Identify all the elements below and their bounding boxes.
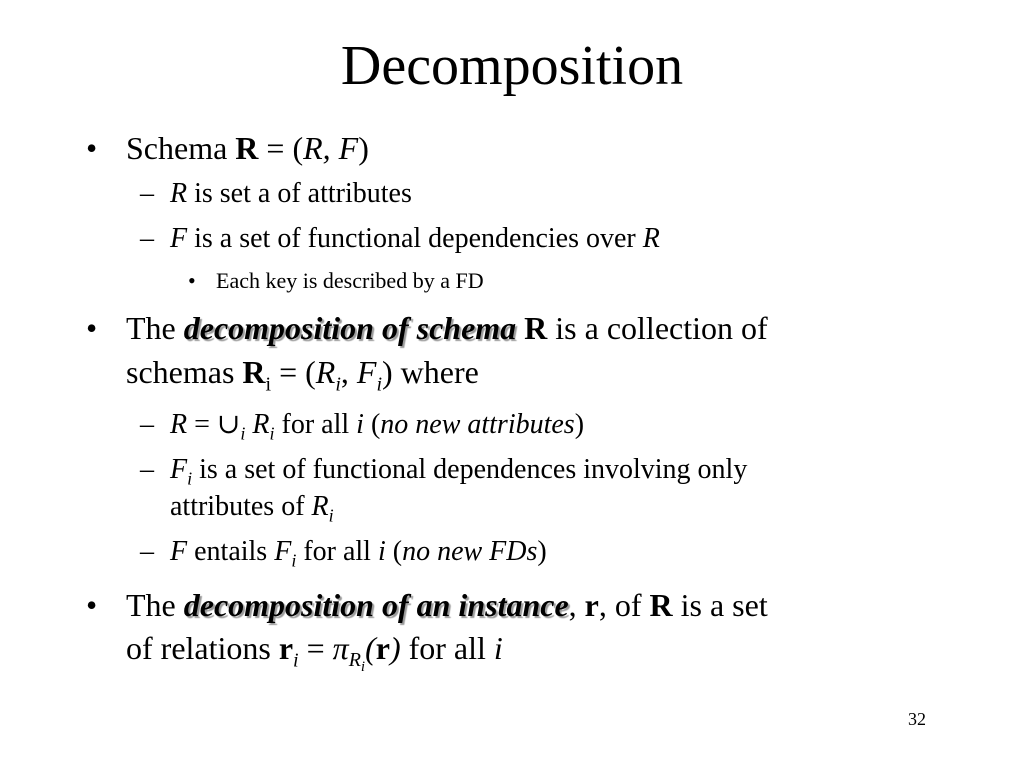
paren-note: no new attributes [380,409,575,440]
text: for all [296,536,378,567]
text: , of [598,587,650,623]
text: = ( [271,354,316,390]
bullet-decomposition-instance-line2 [126,628,503,687]
bullet-decomposition-schema [126,308,768,348]
text: entails [187,536,275,567]
text: The [126,310,184,346]
attr-R: R [170,409,188,440]
text: for all [400,630,494,666]
subscript: i [269,423,275,444]
fd-Fi: F [274,536,292,567]
emphasis-term: decomposition of schema [183,310,517,346]
paren-note: no new FDs [402,536,538,567]
text: ( [385,536,403,567]
text: of relations [126,630,279,666]
text: schemas [126,354,243,390]
subscript: R [348,649,361,672]
schema-R: R [524,310,548,346]
space [516,310,524,346]
instance-r: r [584,587,599,623]
sub-item-fi-dependences-line2 [170,490,334,533]
emphasis-term: decomposition of an instance [183,587,569,623]
index-i: i [377,536,386,567]
attr-R: R, [303,130,331,166]
fd-Fi: F [356,354,377,390]
text: is a set of functional dependences involving only [192,454,748,485]
dash-marker: – [140,178,154,209]
subscript: i [335,373,341,396]
subsub-item-key: Each key is described by a FD [216,268,484,293]
dash-marker: – [140,409,154,440]
bullet-schema [126,128,369,168]
text: is set a of attributes [187,178,412,209]
dash-marker: – [140,454,154,485]
sub-item-no-new-fds [170,535,547,578]
projection-pi: π [332,630,349,666]
instance-ri: r [278,630,294,666]
dash-marker: – [140,536,154,567]
text: attributes of [170,491,312,522]
sub-item-no-new-attributes [170,408,584,451]
sub-item-fds [170,222,660,256]
subscript: i [328,505,334,526]
subscript: i [376,373,382,396]
sub-item-attributes [170,177,412,211]
fd-Fi: F [170,454,188,485]
subscript: i [293,649,299,672]
space [331,130,339,166]
schema-R: R [235,130,259,166]
attr-Ri: R [252,409,270,440]
bullet-marker: • [86,310,98,346]
text: = [298,630,333,666]
text: ) [574,409,585,440]
text: = ( [258,130,304,166]
text: ) where [382,354,479,390]
bullet-decomposition-schema-line2 [126,352,479,404]
instance-r: r [375,630,390,666]
subscript: i [240,423,246,444]
text: is a collection of [547,310,768,346]
union-symbol: ∪ [216,409,241,440]
subscript: i [265,373,272,396]
attr-Ri: R [311,491,329,522]
bullet-marker: • [86,587,98,623]
text: Schema [126,130,236,166]
bullet-decomposition-instance [126,585,768,625]
page-number: 32 [908,709,926,729]
schema-R: R [649,587,673,623]
text: ( [365,630,376,666]
attr-R: R [170,178,188,209]
text: = [187,409,217,440]
text: , [340,354,357,390]
slide-title: Decomposition [340,35,684,97]
index-i: i [356,409,364,440]
text: The [126,587,184,623]
subscript: i [291,550,297,571]
subscript: i [360,659,366,676]
fd-F: F [170,223,188,254]
subscript: i [187,468,193,489]
attr-Ri: R [315,354,336,390]
attr-R: R [642,223,660,254]
text: ( [363,409,381,440]
dash-marker: – [140,223,154,254]
text: ) [358,130,369,166]
text: for all [274,409,357,440]
bullet-marker: • [86,130,98,166]
text: is a set [672,587,768,623]
schema-Ri: R [242,354,266,390]
fd-F: F [338,130,359,166]
text: is a set of functional dependencies over [187,223,643,254]
fd-F: F [170,536,188,567]
text: ) [389,630,401,666]
text: , [568,587,585,623]
text: ) [537,536,547,567]
bullet-marker: • [188,268,196,293]
index-i: i [493,630,503,666]
